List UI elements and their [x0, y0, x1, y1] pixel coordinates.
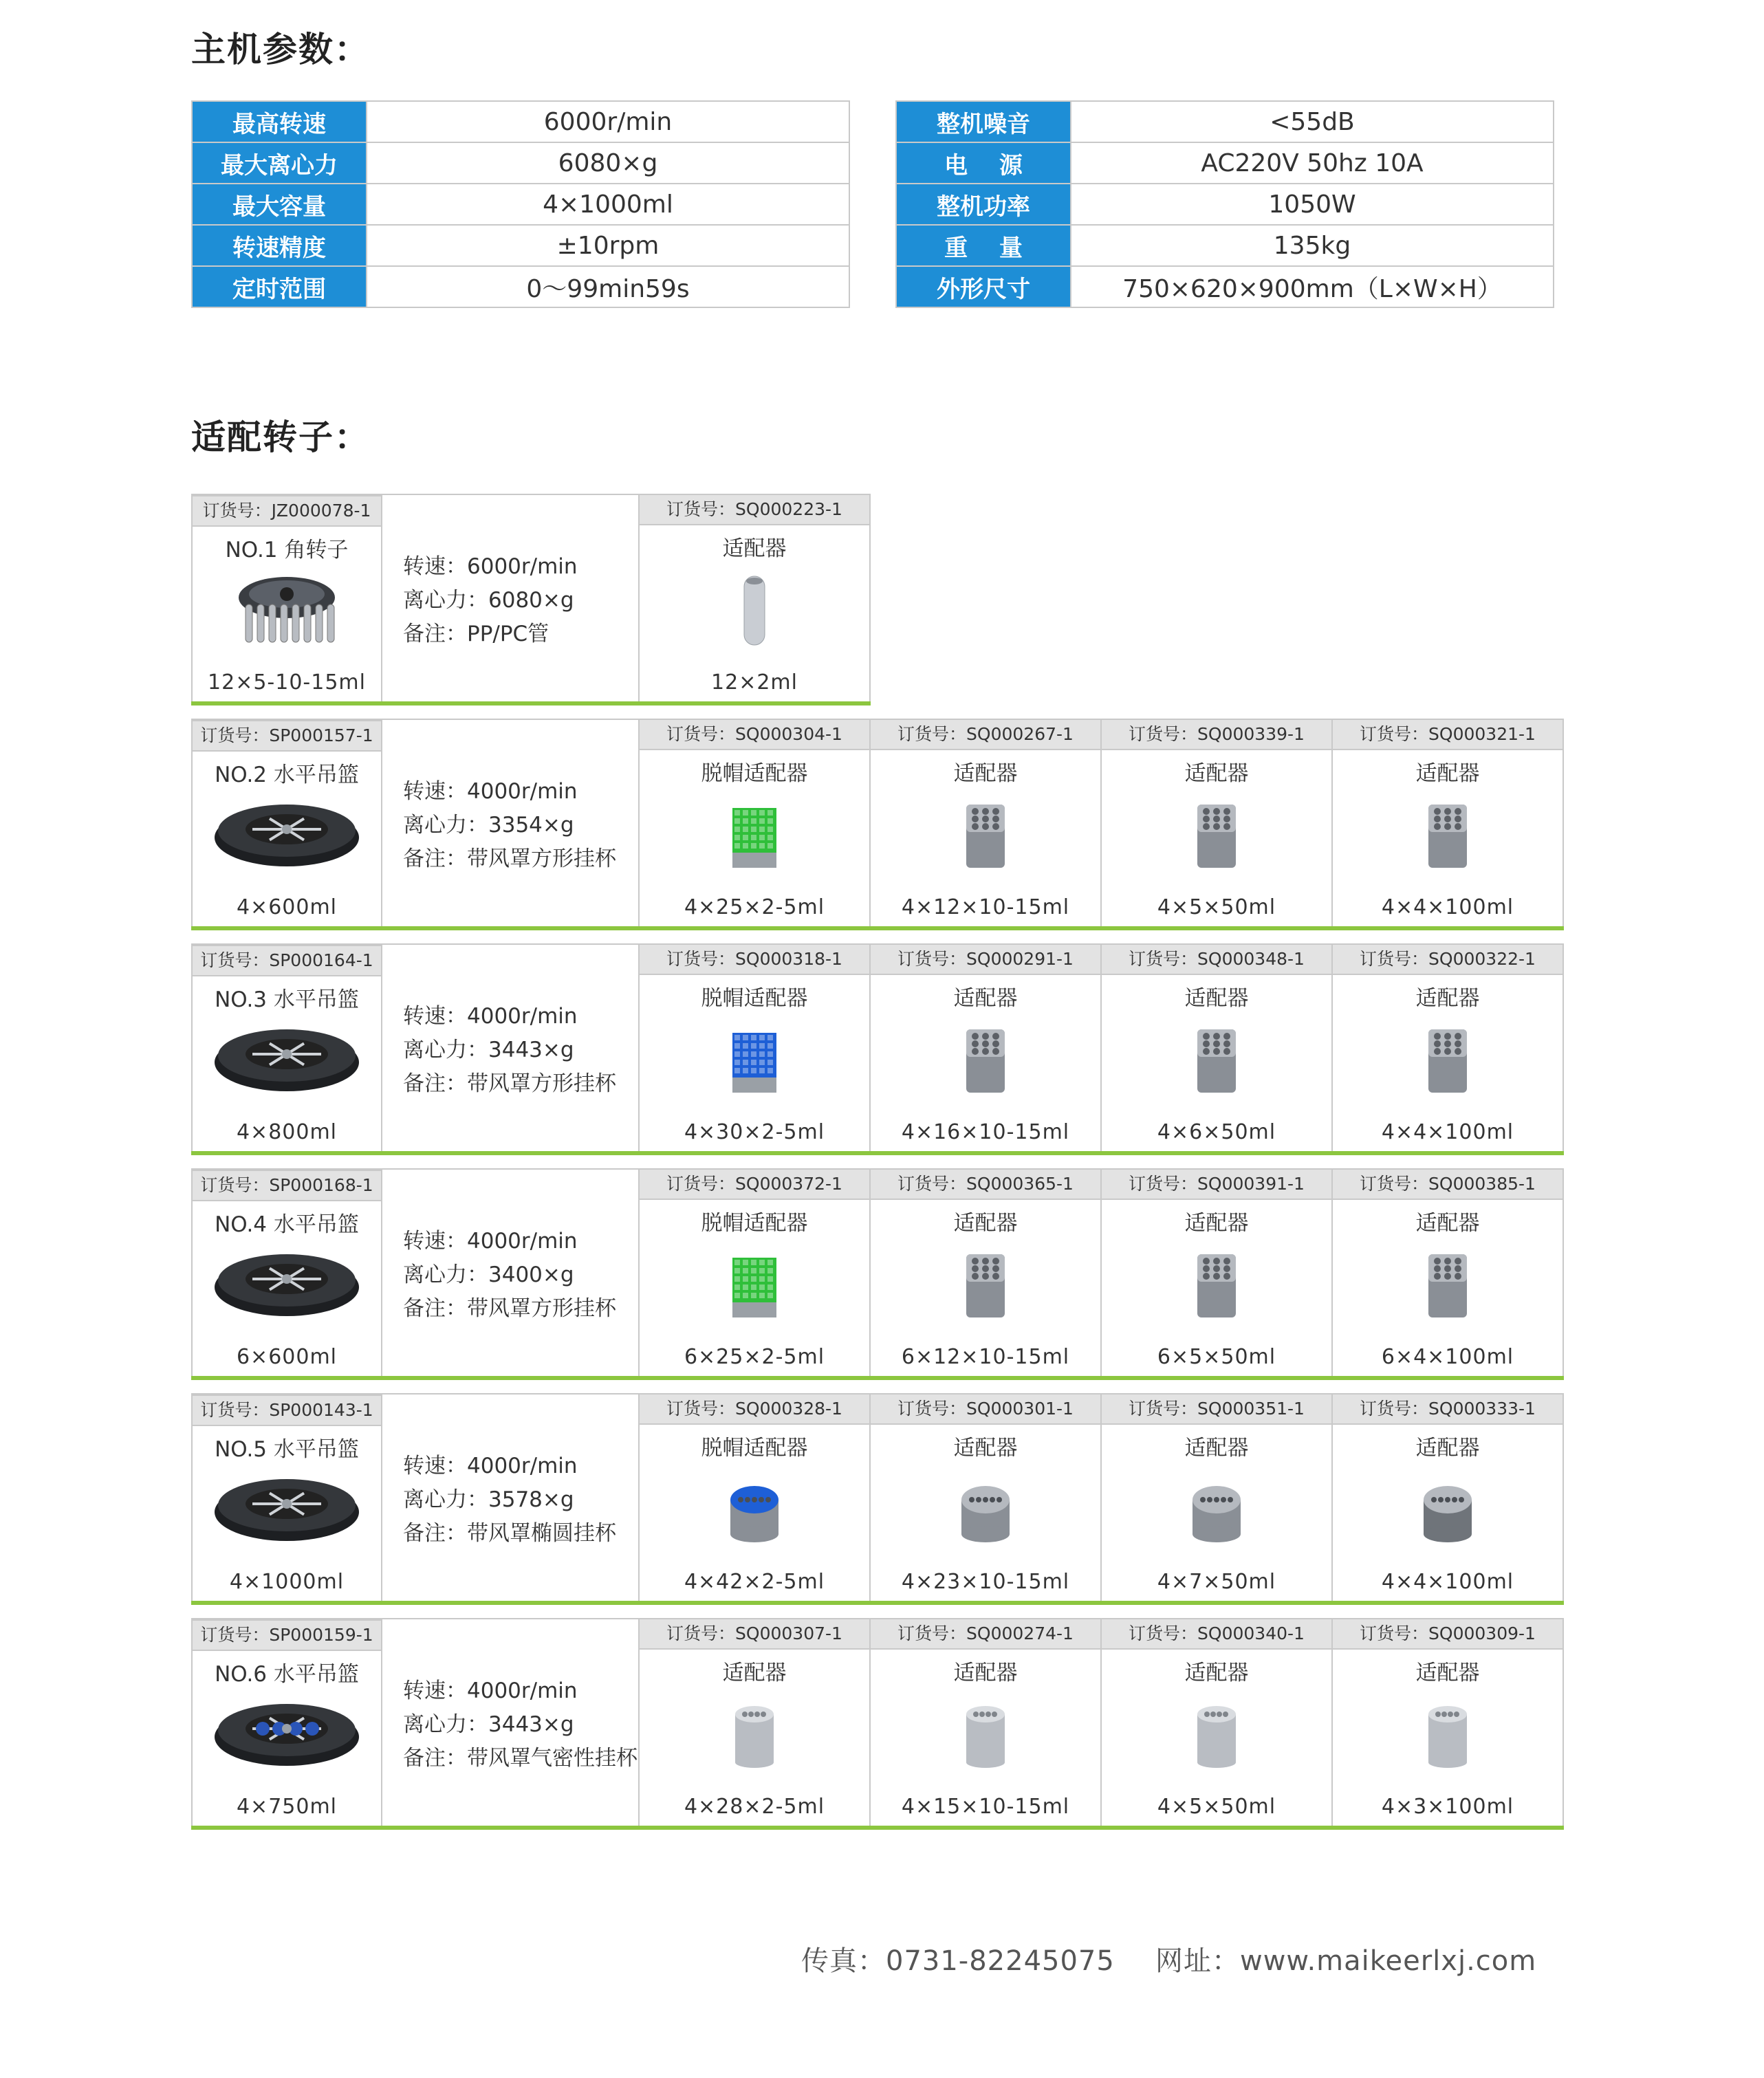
adapter-order-number: 订货号：SQ000322-1 — [1333, 943, 1562, 975]
adapter-order-number: 订货号：SQ000351-1 — [1102, 1393, 1331, 1425]
adapter-name: 适配器 — [1415, 986, 1480, 1011]
adapter-cell — [1333, 719, 1564, 926]
adapter-name: 脱帽适配器 — [701, 1436, 808, 1461]
spec-value: ±10rpm — [367, 225, 849, 266]
round-adapter-icon — [640, 1694, 869, 1776]
adapter-capacity: 12×2ml — [711, 670, 798, 695]
rotor-capacity: 12×5-10-15ml — [208, 670, 366, 695]
spec-value: 6080×g — [367, 142, 849, 184]
rotor-info-line: 转速：4000r/min — [403, 1678, 578, 1703]
spec-value: 0～99min59s — [367, 266, 849, 307]
rotor-info-line: 转速：6000r/min — [403, 554, 578, 579]
rotor-name: NO.4 水平吊篮 — [215, 1212, 359, 1237]
adapter-cell — [1102, 943, 1333, 1151]
rotor-row — [191, 1618, 1564, 1831]
rotor-info-line: 离心力：3443×g — [403, 1038, 574, 1062]
adapter-order-number: 订货号：SQ000333-1 — [1333, 1393, 1562, 1425]
rotor-info-line: 离心力：3354×g — [403, 813, 574, 838]
adapter-capacity: 4×3×100ml — [1381, 1795, 1514, 1819]
spec-key: 电 源 — [896, 142, 1071, 184]
spec-value: AC220V 50hz 10A — [1071, 142, 1554, 184]
rotor-order-number: 订货号：SP000159-1 — [193, 1619, 381, 1651]
adapter-capacity: 4×42×2-5ml — [684, 1570, 825, 1594]
rotor-info-line: 转速：4000r/min — [403, 1454, 578, 1478]
square-adapter-icon — [1102, 1019, 1331, 1102]
adapter-order-number: 订货号：SQ000328-1 — [640, 1393, 869, 1425]
spec-key: 整机功率 — [896, 184, 1071, 225]
adapter-name: 适配器 — [722, 536, 787, 561]
adapter-order-number: 订货号：SQ000372-1 — [640, 1168, 869, 1200]
adapter-cell — [640, 1618, 871, 1826]
square-adapter-icon — [1333, 1244, 1562, 1326]
spec-key: 定时范围 — [192, 266, 367, 307]
adapter-cell — [871, 719, 1102, 926]
adapter-capacity: 4×5×50ml — [1157, 895, 1276, 919]
adapter-order-number: 订货号：SQ000348-1 — [1102, 943, 1331, 975]
adapter-cell — [640, 943, 871, 1151]
rotor-info-line: 备注：带风罩方形挂杯 — [403, 846, 616, 871]
rotor-info — [403, 1450, 616, 1551]
adapter-order-number: 订货号：SQ000321-1 — [1333, 719, 1562, 750]
adapter-capacity: 4×15×10-15ml — [901, 1795, 1070, 1819]
host-params-table-right — [895, 100, 1554, 308]
adapter-order-number: 订货号：SQ000391-1 — [1102, 1168, 1331, 1200]
adapter-cell — [871, 943, 1102, 1151]
rotor-info-line: 转速：4000r/min — [403, 1004, 578, 1029]
square-adapter-icon — [1333, 1019, 1562, 1102]
rotor-info-line: 离心力：3400×g — [403, 1262, 574, 1287]
rotor-image — [193, 1241, 381, 1324]
row-divider-bar — [191, 1376, 1564, 1380]
rotor-info-cell — [382, 943, 640, 1151]
adapter-name: 适配器 — [1415, 1211, 1480, 1236]
spec-key: 整机噪音 — [896, 101, 1071, 142]
rotor-cell — [191, 719, 382, 926]
adapter-order-number: 订货号：SQ000301-1 — [871, 1393, 1100, 1425]
rotor-name: NO.5 水平吊篮 — [215, 1437, 359, 1462]
blue-block-adapter-icon — [640, 1019, 869, 1102]
adapter-order-number: 订货号：SQ000223-1 — [640, 494, 869, 525]
adapter-name: 适配器 — [1415, 1436, 1480, 1461]
adapter-capacity: 4×4×100ml — [1381, 1570, 1514, 1594]
rotor-image — [193, 1016, 381, 1099]
rotor-image — [193, 791, 381, 874]
rotor-name: NO.3 水平吊篮 — [215, 987, 359, 1012]
rotor-row — [191, 494, 871, 707]
adapter-cell — [640, 1393, 871, 1601]
adapter-cell — [1102, 719, 1333, 926]
rotor-info-cell — [382, 1618, 640, 1826]
round-adapter-icon — [1333, 1694, 1562, 1776]
spec-value: 135kg — [1071, 225, 1554, 266]
row-divider-bar — [191, 1826, 1564, 1830]
adapter-cell — [871, 1393, 1102, 1601]
adapter-cell — [1333, 943, 1564, 1151]
adapter-order-number: 订货号：SQ000385-1 — [1333, 1168, 1562, 1200]
spec-value: 750×620×900mm（L×W×H） — [1071, 266, 1554, 307]
host-params-table-left — [191, 100, 850, 308]
adapter-name: 适配器 — [953, 761, 1018, 786]
adapter-order-number: 订货号：SQ000307-1 — [640, 1618, 869, 1650]
adapter-order-number: 订货号：SQ000274-1 — [871, 1618, 1100, 1650]
adapter-capacity: 4×23×10-15ml — [901, 1570, 1070, 1594]
adapter-capacity: 4×28×2-5ml — [684, 1795, 825, 1819]
spec-key: 最高转速 — [192, 101, 367, 142]
adapter-order-number: 订货号：SQ000318-1 — [640, 943, 869, 975]
oval-adapter-icon — [1333, 1469, 1562, 1551]
rotor-order-number: 订货号：SP000143-1 — [193, 1395, 381, 1426]
adapter-capacity: 4×30×2-5ml — [684, 1120, 825, 1144]
adapter-capacity: 6×12×10-15ml — [901, 1345, 1070, 1369]
spec-key: 最大离心力 — [192, 142, 367, 184]
adapter-name: 适配器 — [1184, 986, 1249, 1011]
rotor-cell — [191, 1393, 382, 1601]
square-adapter-icon — [871, 1244, 1100, 1326]
rotor-info-line: 备注：PP/PC管 — [403, 622, 549, 646]
adapter-capacity: 4×16×10-15ml — [901, 1120, 1070, 1144]
adapter-capacity: 6×25×2-5ml — [684, 1345, 825, 1369]
rotor-capacity: 6×600ml — [236, 1345, 338, 1369]
square-adapter-icon — [871, 1019, 1100, 1102]
rotor-info-cell — [382, 494, 640, 701]
adapter-cell — [871, 1618, 1102, 1826]
rotor-info — [403, 1225, 616, 1326]
adapter-cell — [871, 1168, 1102, 1376]
rotor-capacity: 4×750ml — [236, 1795, 338, 1819]
adapter-cell — [1333, 1168, 1564, 1376]
adapter-capacity: 4×12×10-15ml — [901, 895, 1070, 919]
footer-fax: 传真：0731-82245075 — [801, 1945, 1115, 1977]
rotor-info-cell — [382, 719, 640, 926]
spec-value: 6000r/min — [367, 101, 849, 142]
adapter-capacity: 4×5×50ml — [1157, 1795, 1276, 1819]
rotor-cell — [191, 943, 382, 1151]
rotor-row — [191, 1393, 1564, 1606]
adapter-name: 适配器 — [953, 986, 1018, 1011]
rotor-info — [403, 550, 578, 651]
rotor-image — [193, 567, 381, 649]
adapter-cell — [640, 719, 871, 926]
rotor-row — [191, 719, 1564, 932]
adapter-capacity: 6×5×50ml — [1157, 1345, 1276, 1369]
rotor-row — [191, 943, 1564, 1157]
rotor-info-line: 离心力：6080×g — [403, 588, 574, 613]
adapter-capacity: 4×4×100ml — [1381, 895, 1514, 919]
square-adapter-icon — [871, 794, 1100, 877]
rotor-order-number: 订货号：SP000164-1 — [193, 945, 381, 976]
adapter-capacity: 4×7×50ml — [1157, 1570, 1276, 1594]
rotor-info-line: 备注：带风罩气密性挂杯 — [403, 1746, 638, 1771]
rotor-capacity: 4×600ml — [236, 895, 338, 919]
rotor-cell — [191, 494, 382, 701]
adapter-capacity: 4×25×2-5ml — [684, 895, 825, 919]
adapter-order-number: 订货号：SQ000365-1 — [871, 1168, 1100, 1200]
spec-value: 4×1000ml — [367, 184, 849, 225]
oval-adapter-icon — [871, 1469, 1100, 1551]
adapter-order-number: 订货号：SQ000339-1 — [1102, 719, 1331, 750]
rotor-info-line: 离心力：3443×g — [403, 1712, 574, 1737]
rotor-name: NO.2 水平吊篮 — [215, 763, 359, 787]
adapter-name: 适配器 — [1184, 1211, 1249, 1236]
adapter-cell — [640, 494, 871, 701]
rotor-info-line: 备注：带风罩方形挂杯 — [403, 1296, 616, 1321]
adapter-cell — [1333, 1618, 1564, 1826]
adapter-name: 适配器 — [1184, 1661, 1249, 1685]
spec-key: 重 量 — [896, 225, 1071, 266]
green-block-adapter-icon — [640, 794, 869, 877]
rotor-info — [403, 1674, 638, 1775]
tube-adapter-icon — [640, 569, 869, 652]
adapter-order-number: 订货号：SQ000340-1 — [1102, 1618, 1331, 1650]
square-adapter-icon — [1333, 794, 1562, 877]
adapter-cell — [1102, 1393, 1333, 1601]
rotor-info-line: 备注：带风罩方形挂杯 — [403, 1071, 616, 1096]
spec-key: 最大容量 — [192, 184, 367, 225]
rotor-info-line: 备注：带风罩椭圆挂杯 — [403, 1521, 616, 1546]
rotor-cell — [191, 1168, 382, 1376]
rotor-capacity: 4×800ml — [236, 1120, 338, 1144]
adapter-capacity: 6×4×100ml — [1381, 1345, 1514, 1369]
green-block-adapter-icon — [640, 1244, 869, 1326]
row-divider-bar — [191, 1151, 1564, 1155]
round-adapter-icon — [1102, 1694, 1331, 1776]
adapter-cell — [1102, 1618, 1333, 1826]
round-adapter-icon — [871, 1694, 1100, 1776]
rotor-name: NO.1 角转子 — [225, 538, 349, 562]
spec-key: 外形尺寸 — [896, 266, 1071, 307]
square-adapter-icon — [1102, 1244, 1331, 1326]
adapter-name: 适配器 — [953, 1211, 1018, 1236]
row-divider-bar — [191, 1601, 1564, 1605]
oval-adapter-icon — [1102, 1469, 1331, 1551]
host-params-title: 主机参数： — [191, 30, 370, 69]
rotor-info — [403, 1000, 616, 1101]
rotor-info-cell — [382, 1168, 640, 1376]
spec-value: <55dB — [1071, 101, 1554, 142]
adapter-name: 适配器 — [1415, 1661, 1480, 1685]
rotor-image — [193, 1691, 381, 1773]
adapter-capacity: 4×4×100ml — [1381, 1120, 1514, 1144]
rotor-section-title: 适配转子： — [191, 417, 370, 457]
blue-oval-adapter-icon — [640, 1469, 869, 1551]
adapter-name: 适配器 — [953, 1661, 1018, 1685]
adapter-name: 适配器 — [1184, 1436, 1249, 1461]
square-adapter-icon — [1102, 794, 1331, 877]
footer-website: 网址：www.maikeerlxj.com — [1155, 1945, 1537, 1977]
adapter-order-number: 订货号：SQ000304-1 — [640, 719, 869, 750]
spec-key: 转速精度 — [192, 225, 367, 266]
rotor-cell — [191, 1618, 382, 1826]
adapter-order-number: 订货号：SQ000309-1 — [1333, 1618, 1562, 1650]
adapter-order-number: 订货号：SQ000291-1 — [871, 943, 1100, 975]
rotor-image — [193, 1466, 381, 1549]
rotor-info-line: 转速：4000r/min — [403, 1229, 578, 1254]
adapter-name: 适配器 — [722, 1661, 787, 1685]
rotor-capacity: 4×1000ml — [229, 1570, 345, 1594]
adapter-cell — [1102, 1168, 1333, 1376]
adapter-name: 脱帽适配器 — [701, 1211, 808, 1236]
adapter-order-number: 订货号：SQ000267-1 — [871, 719, 1100, 750]
rotor-row — [191, 1168, 1564, 1381]
spec-value: 1050W — [1071, 184, 1554, 225]
rotor-order-number: 订货号：JZ000078-1 — [193, 495, 381, 527]
rotor-info-line: 转速：4000r/min — [403, 779, 578, 804]
adapter-name: 适配器 — [1184, 761, 1249, 786]
adapter-capacity: 4×6×50ml — [1157, 1120, 1276, 1144]
adapter-name: 适配器 — [953, 1436, 1018, 1461]
rotor-name: NO.6 水平吊篮 — [215, 1662, 359, 1687]
rotor-info-line: 离心力：3578×g — [403, 1487, 574, 1512]
adapter-cell — [640, 1168, 871, 1376]
adapter-cell — [1333, 1393, 1564, 1601]
adapter-name: 适配器 — [1415, 761, 1480, 786]
row-divider-bar — [191, 926, 1564, 930]
rotor-info — [403, 775, 616, 876]
adapter-name: 脱帽适配器 — [701, 986, 808, 1011]
rotor-info-cell — [382, 1393, 640, 1601]
rotor-order-number: 订货号：SP000168-1 — [193, 1170, 381, 1201]
rotor-order-number: 订货号：SP000157-1 — [193, 720, 381, 752]
row-divider-bar — [191, 701, 871, 706]
adapter-name: 脱帽适配器 — [701, 761, 808, 786]
